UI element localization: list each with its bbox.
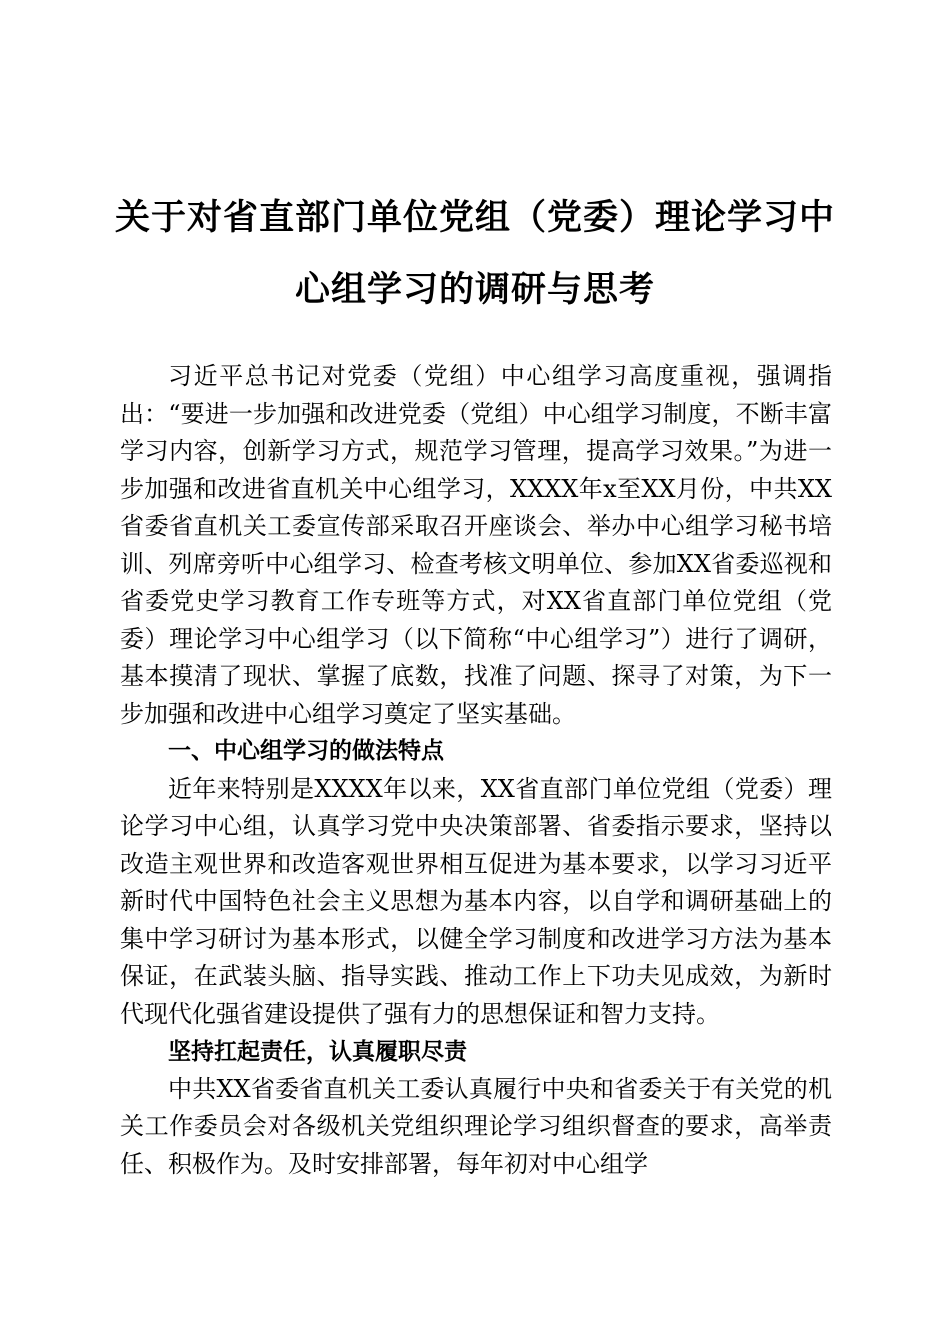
subsection-paragraph: 中共XX省委省直机关工委认真履行中央和省委关于有关党的机关工作委员会对各级机关党组织理论学习组织督查的要求，高举责任、积极作为。及时安排部署，每年初对中心组学 bbox=[120, 1074, 832, 1178]
section-heading: 一、中心组学习的做法特点 bbox=[168, 738, 444, 764]
document-title-line-2: 心组学习的调研与思考 bbox=[294, 270, 655, 310]
section-paragraph: 近年来特别是XXXX年以来，XX省直部门单位党组（党委）理论学习中心组，认真学习党中央决策部署、省委指示要求，坚持以改造主观世界和改造客观世界相互促进为基本要求，以学习习近平新时代中国特色社会主义思想为基本内容，以自学和调研基础上的集中学习研讨为基本形式，以健全学习制度和改进学习方法为基本保证，在武装头脑、指导实践、推动工作上下功夫见成效，为新时代现代化强省建设提供了强有力的思想保证和智力支持。 bbox=[120, 774, 832, 1028]
intro-paragraph: 习近平总书记对党委（党组）中心组学习高度重视，强调指出：“要进一步加强和改进党委（党组）中心组学习制度，不断丰富学习内容，创新学习方式，规范学习管理，提高学习效果。”为进一步加强和改进省直机关中心组学习，XXXX年x至XX月份，中共XX省委省直机关工委宣传部采取召开座谈会、举办中心组学习秘书培训、列席旁听中心组学习、检查考核文明单位、参加XX省委巡视和省委党史学习教育工作专班等方式，对XX省直部门单位党组（党委）理论学习中心组学习（以下简称“中心组学习”）进行了调研，基本摸清了现状、掌握了底数，找准了问题、探寻了对策，为下一步加强和改进中心组学习奠定了坚实基础。 bbox=[120, 362, 832, 728]
document-body bbox=[120, 358, 832, 1183]
subsection-heading: 坚持扛起责任，认真履职尽责 bbox=[168, 1038, 467, 1065]
document-title-line-1: 关于对省直部门单位党组（党委）理论学习中 bbox=[114, 198, 835, 238]
